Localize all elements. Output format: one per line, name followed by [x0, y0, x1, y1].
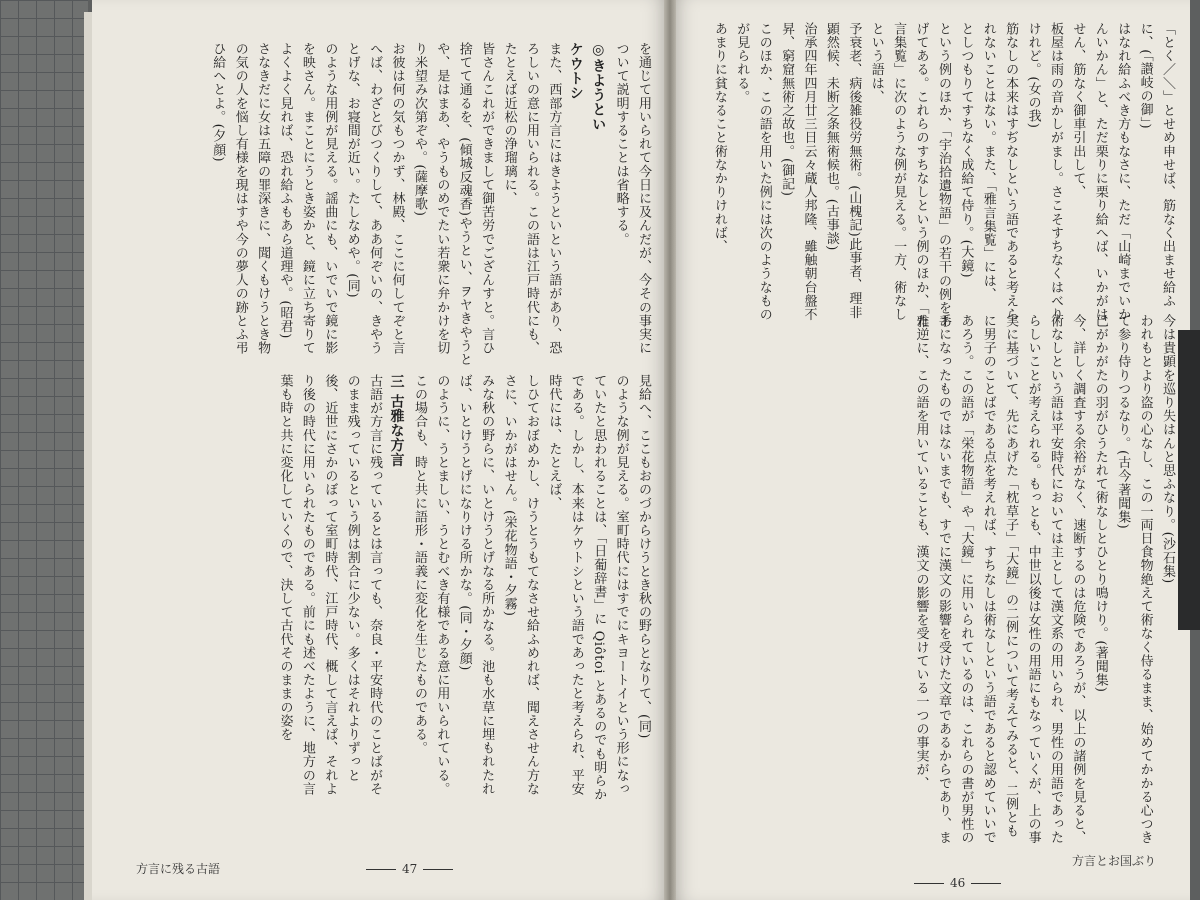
page-number-right: 46 — [908, 876, 1007, 890]
paragraph: を通じて用いられて今日に及んだが、今その事実について説明することは省略する。 — [613, 42, 651, 355]
quotation: お彼は何の気もつかず、林殿、ここに何してぞと言へば、わざとびつくりして、ああ何ぞいの、きやうとげな、お寝間が近い。たしなめや。(同) — [344, 42, 405, 355]
quotation: 板屋は雨の音かしがまし。さこそすちなくはべりけれど。(女の我) — [1025, 22, 1063, 322]
running-title-right: 方言とお国ぶり — [1072, 854, 1157, 868]
quotation: 皆さんこれができまして御苦労でござんすと。言ひ捨てて通るを、(傾城反魂香)やうとい、ヲヤきやうとや、是はまあ、やうものめでたい若衆に弁かけを切り米望み次第ぞや。(薩摩歌) — [411, 42, 495, 367]
quotation: 予衰老、病後雑役労無術。(山槐記)此事者、理非顕然候、未断之条無術候也。(古事談) — [823, 22, 862, 319]
quotation: 「とく／＼」とせめ申せば、筋なく出ませ給ふに、(「讃岐の御」) — [1137, 22, 1175, 308]
paragraph: のように、うとましい、うとむべき有様である意に用いられている。この場合も、時と共に語形・語義に変化を生じたものである。 — [411, 374, 450, 796]
book-gutter — [664, 0, 676, 900]
paragraph: 古語が方言に残っているとは言っても、奈良・平安時代のことばがそのまま残っているという例は割合に少ない。多くはそれよりずっと後、近世にさかのぼって室町時代、江戸時代、概して言えば、それより後の時代に用いられたものである。前にも述べたように、地方の言葉も時と共に変化していくので、決して古代そのままの姿を — [277, 374, 383, 796]
quotation: みな秋の野らに、いとけうとげなる所かなる。池も水草に埋もれたれば、いとけうとげになりける所かな。(同・夕顔) — [456, 374, 495, 796]
subheading-keutoshi: ケウトシ — [567, 42, 584, 101]
quotation: さなきだに女は五障の罪深きに、聞くもけうとき物の気の人を悩し有様を現はすや今の夢人の跡とふ弔ひ給へとよ。(夕顔) — [210, 42, 271, 355]
right-page-upper-column — [688, 22, 1178, 332]
paragraph: という例のほか、「宇治拾遺物語」の若干の例をあげてある。これらのすちなしという例のほか、「雅言集覧」に次のような例が見える。一方、術なしという語は、 — [868, 22, 951, 329]
quotation: 今は貴顕を巡り失はんと思ふなり。(沙石集) — [1160, 314, 1175, 584]
quotation: 治承四年四月廿三日云々蔵人邦隆、雖触朝台盤不昇、窮窟無術之故也。(御記) — [779, 22, 817, 322]
quotation: 見給へ、ここもおのづからけうとき秋の野らとなりて、(同) — [636, 374, 651, 739]
dark-book-tab — [1178, 330, 1200, 630]
page-number-left: 47 — [360, 862, 459, 876]
quotation: はなれ給ふべき方もなさに、ただ「山崎までいかんいかん」と、ただ栗りに栗り給へば、いかがはせん、筋なく御車引出して、 — [1070, 22, 1131, 322]
running-title-left: 方言に残る古語 — [136, 862, 221, 876]
quotation: しひておぼめかし、けうとうもてなさせ給ふめれば、聞えさせん方なさに、いかがはせん。(栄花物語・夕霧) — [501, 374, 539, 796]
quotation: われもとより盗の心なし、この一両日食物絶えて術なく侍るまま、始めてかかる心つきて参り侍りつるなり。(古今著聞集) — [1115, 314, 1153, 845]
cutting-mat-grid — [0, 0, 88, 900]
quotation: としつもりてすちなく成給て侍り。(大鏡) — [958, 22, 974, 279]
left-page-lower-column — [114, 374, 654, 804]
paragraph: このほか、この語を用いた例には次のようなものが見られる。 — [734, 22, 772, 322]
paragraph: のような用例が見える。謡曲にも、いでいで鏡に影を映さん。まことにうとき姿かと、鏡に立ち寄りてよくよく見れば、恐れ給ふもあら道理や。(昭君) — [277, 42, 338, 355]
section-heading-kiyoutoi: ◎きようとい — [590, 42, 607, 132]
section-heading-koga-na-hougen: 三 古雅な方言 — [388, 374, 405, 468]
paragraph: 今、詳しく調査する余裕がなく、速断するのは危険であろうが、以上の諸例を見ると、術なしという語は平安時代においては主として漢文系の用いられ、男性の用語であったらしいことが考えられる。もっとも、中世以後は女性の用語にもなっていくが、上の事実に基づいて、先にあげた「枕草子」「大鏡」の二例について考えてみると、二例ともに男子のことばである点を考えれば、すちなしは術なしという語であると認めていいであろう。この語が「栄花物語」や「大鏡」に用いられているのは、これらの書が男性の手になったものではないまでも、すでに漢文の影響を受けた文章であるからであり、また逆に、この語を用いていることも、漢文の影響を受けている一つの事実が、 — [913, 314, 1086, 845]
paragraph: また、西部方言にはきようといという語があり、恐ろしいの意に用いられる。この語は江戸時代にも、たとえば近松の浄瑠璃に、 — [501, 42, 562, 355]
paragraph: 筋なしの本来はすぢなしという語であると考えられないことはない。また、「雅言集覧」には、 — [980, 22, 1019, 322]
left-page — [92, 0, 670, 900]
right-page-lower-column — [688, 314, 1178, 848]
paragraph: のような例が見える。室町時代にはすでにキヨートイという形になっていたと思われることは、「日葡辞書」に Qiôtoi とあるのでも明らかである。しかし、本来はケウトシという語であったと考えられ、平安時代には、たとえば、 — [546, 374, 629, 802]
quotation: あまりに貧なること術なかりければ、 — [711, 22, 727, 254]
quotation: 己がかがたの羽がひうたれて術なしとひとり鳴けり。(著聞集) — [1092, 314, 1108, 693]
left-page-upper-column — [114, 42, 654, 368]
right-page — [670, 0, 1190, 900]
